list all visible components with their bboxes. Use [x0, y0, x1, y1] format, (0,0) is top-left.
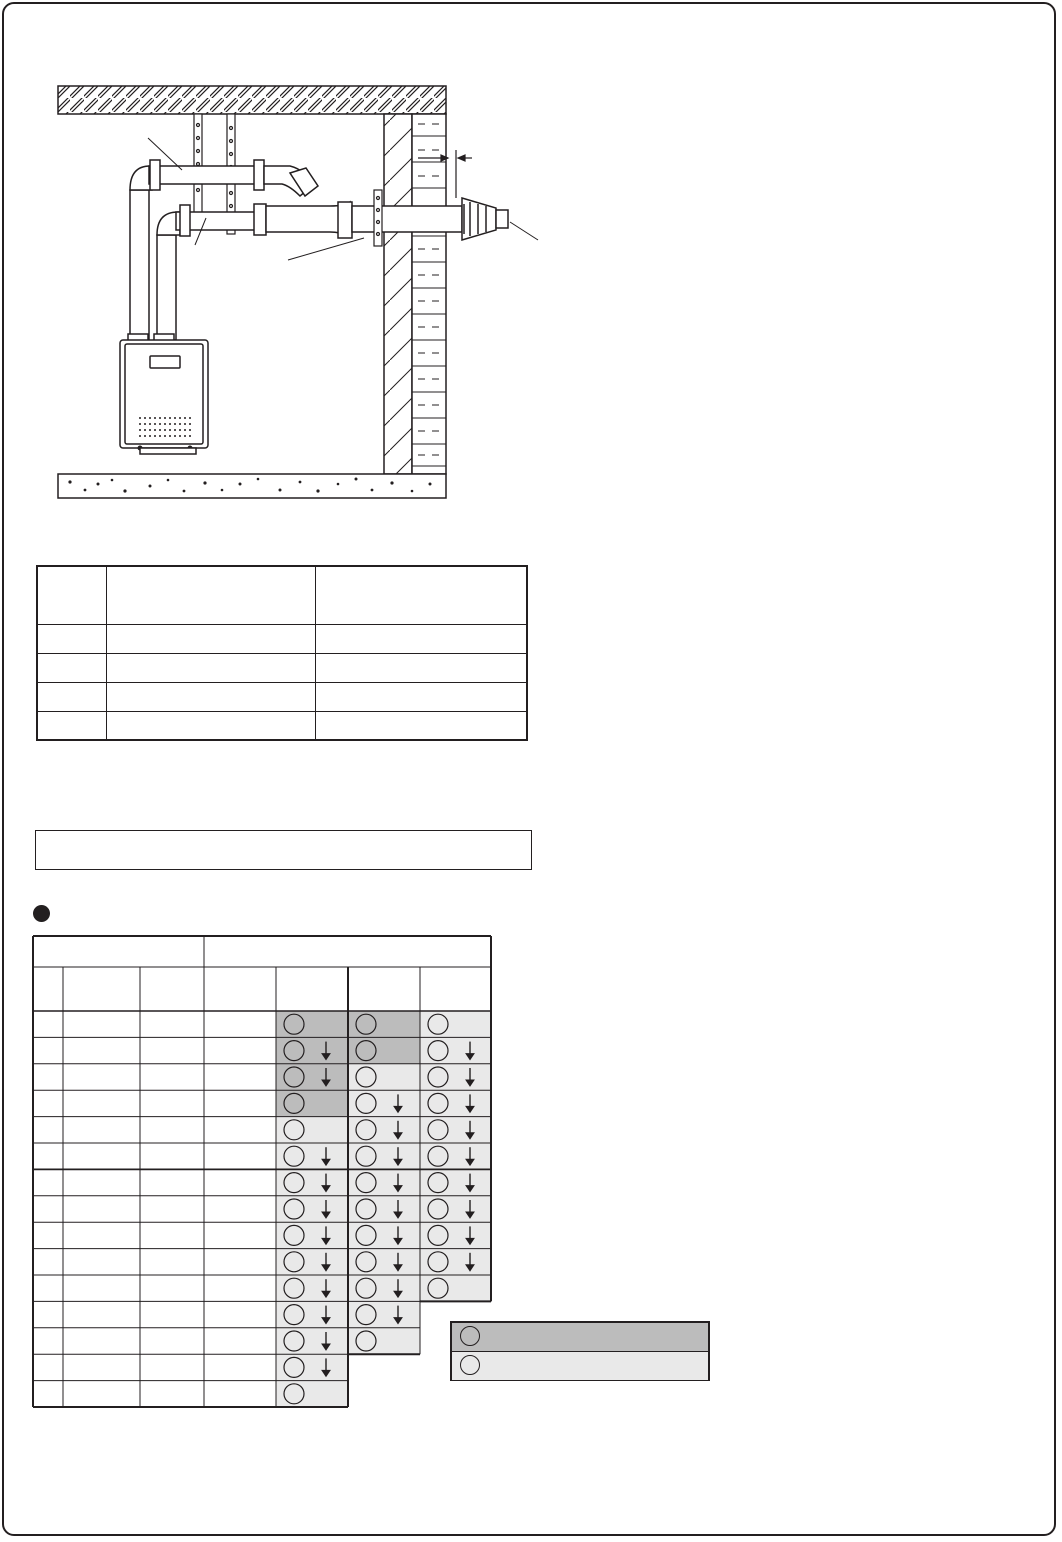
- mark-cell-bg: [276, 1328, 348, 1354]
- mark-cell-bg: [420, 1090, 491, 1116]
- circle-icon: [460, 1355, 480, 1375]
- mark-cell-bg: [420, 1143, 491, 1169]
- mark-cell-bg: [420, 1064, 491, 1090]
- mark-cell-bg: [348, 1117, 420, 1143]
- mark-cell-bg: [276, 1143, 348, 1169]
- mark-cell-bg: [348, 1064, 420, 1090]
- mark-cell-bg: [276, 1275, 348, 1301]
- legend-item: [452, 1323, 708, 1352]
- mark-cell-bg: [348, 1301, 420, 1327]
- mark-cell-bg: [276, 1249, 348, 1275]
- mark-cell-bg: [348, 1222, 420, 1248]
- mark-cell-bg: [420, 1222, 491, 1248]
- mark-cell-bg: [420, 1275, 491, 1301]
- circle-icon: [460, 1326, 480, 1346]
- mark-cell-bg: [276, 1169, 348, 1195]
- mark-cell-bg: [420, 1169, 491, 1195]
- mark-cell-bg: [348, 1249, 420, 1275]
- mark-cell-bg: [276, 1381, 348, 1407]
- legend: [450, 1321, 710, 1381]
- mark-cell-bg: [276, 1117, 348, 1143]
- mark-cell-bg: [348, 1169, 420, 1195]
- mark-cell-bg: [348, 1090, 420, 1116]
- mark-cell-bg: [348, 1275, 420, 1301]
- mark-cell-bg: [276, 1196, 348, 1222]
- mark-cell-bg: [276, 1011, 348, 1037]
- mark-cell-bg: [276, 1064, 348, 1090]
- legend-item: [452, 1352, 708, 1380]
- mark-cell-bg: [420, 1117, 491, 1143]
- mark-cell-bg: [348, 1143, 420, 1169]
- mark-cell-bg: [420, 1011, 491, 1037]
- mark-cell-bg: [276, 1354, 348, 1380]
- mark-cell-bg: [348, 1196, 420, 1222]
- mark-cell-bg: [276, 1301, 348, 1327]
- mark-cell-bg: [276, 1090, 348, 1116]
- mark-cell-bg: [348, 1328, 420, 1354]
- mark-cell-bg: [420, 1249, 491, 1275]
- mark-cell-bg: [420, 1037, 491, 1063]
- mark-cell-bg: [420, 1196, 491, 1222]
- mark-cell-bg: [276, 1037, 348, 1063]
- mark-cell-bg: [348, 1037, 420, 1063]
- mark-cell-bg: [348, 1011, 420, 1037]
- mark-cell-bg: [276, 1222, 348, 1248]
